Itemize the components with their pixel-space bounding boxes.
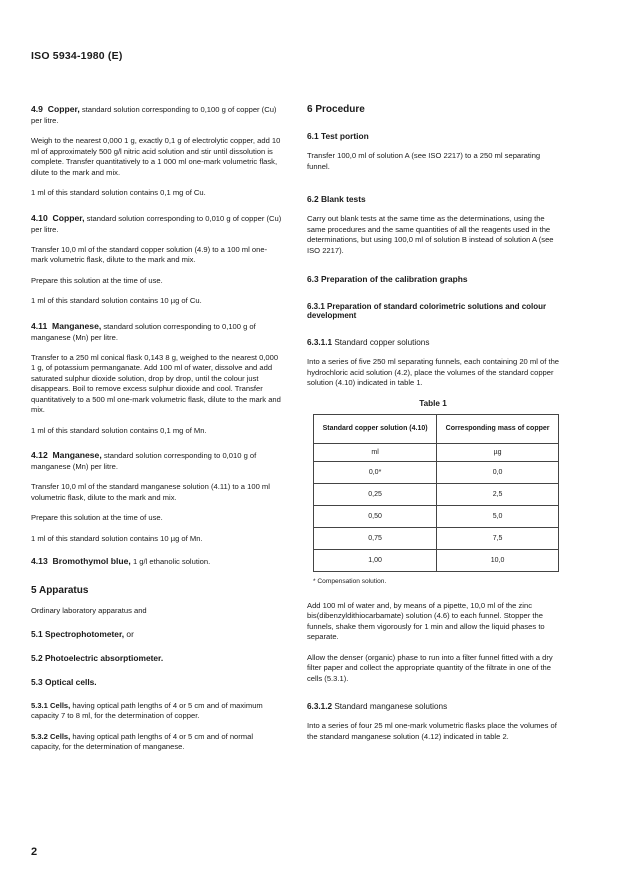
section-4-9-heading xyxy=(31,104,283,126)
section-6-3-1-1-title: Standard copper solutions xyxy=(332,338,430,347)
section-4-12-number: 4.12 xyxy=(31,450,48,460)
table-cell: 0,0 xyxy=(437,461,559,483)
section-6-3-heading: 6.3 Preparation of the calibration graphs xyxy=(307,274,468,284)
section-5-3-1-paragraph xyxy=(31,701,283,722)
section-6-3-1-2-title: Standard manganese solutions xyxy=(332,702,448,711)
table-1-col1-header: Standard copper solution (4.10) xyxy=(314,414,437,443)
table-1-footnote: * Compensation solution. xyxy=(313,577,387,585)
section-4-12-title: Manganese, xyxy=(52,450,102,460)
section-6-3-1-1-paragraph: Into a series of five 250 ml separating funnels, each containing 20 ml of the hydrochloric acid solution (4.2), place the volumes of the standard copper solution (4.10) indicated in table 1. xyxy=(307,357,560,387)
section-4-12-paragraph-1: Transfer 10,0 ml of the standard manganese solution (4.11) to a 100 ml volumetric flask, dilute to the mark and mix. xyxy=(31,482,270,502)
table-1-header-row xyxy=(314,414,559,443)
table-1-col2-header: Corresponding mass of copper xyxy=(437,414,559,443)
section-4-12-paragraph-3: 1 ml of this standard solution contains 10 µg of Mn. xyxy=(31,533,203,543)
section-4-11-number: 4.11 xyxy=(31,320,48,331)
section-4-11-heading xyxy=(31,321,283,343)
section-4-12-title-rest: standard solution corresponding to 0,010 g of manganese (Mn) per litre. xyxy=(31,451,257,471)
section-4-12-paragraph-2: Prepare this solution at the time of use. xyxy=(31,513,163,522)
table-1-col1-unit: ml xyxy=(314,443,437,461)
section-4-12-heading xyxy=(31,450,283,472)
section-6-3-1-1-number: 6.3.1.1 xyxy=(307,338,333,347)
table-row xyxy=(314,527,559,549)
section-4-10-paragraph-3: 1 ml of this standard solution contains 10 µg of Cu. xyxy=(31,296,202,305)
table-cell: 0,50 xyxy=(314,505,437,527)
table-cell: 1,00 xyxy=(314,549,437,571)
section-5-1-title-rest: or xyxy=(124,628,134,639)
table-row xyxy=(314,549,559,571)
section-4-10-title: Copper, xyxy=(52,212,85,223)
section-6-3-1-heading: 6.3.1 Preparation of standard colorimetric solutions and colour development xyxy=(307,302,547,320)
section-4-9-title-rest: standard solution corresponding to 0,100 g of copper (Cu) per litre. xyxy=(31,105,277,125)
section-5-3-2-text: having optical path lengths of 4 or 5 cm and of normal capacity, for the determination of manganese. xyxy=(31,731,254,751)
section-6-3-1-1-paragraph-2: Add 100 ml of water and, by means of a pipette, 10,0 ml of the zinc bis(dibenzyldithiocarbamate) solution (4.6) to each funnel. Stopper the funnels, shake them vigorously for 1 min and allow the liquid phases to separate. xyxy=(307,600,545,641)
page-number: 2 xyxy=(31,846,38,858)
table-cell: 2,5 xyxy=(437,483,559,505)
section-4-10-paragraph-1: Transfer 10,0 ml of the standard copper solution (4.9) to a 100 ml one-mark volumetric flask, dilute to the mark and mix. xyxy=(31,244,268,264)
section-4-13-title-rest: 1 g/l ethanolic solution. xyxy=(130,557,211,566)
section-4-13-number: 4.13 xyxy=(31,556,48,566)
section-6-heading: 6 Procedure xyxy=(307,104,365,115)
section-5-2-heading: 5.2 Photoelectric absorptiometer. xyxy=(31,652,164,663)
section-6-1-heading: 6.1 Test portion xyxy=(307,131,369,141)
section-6-3-1-1-heading xyxy=(307,338,559,347)
table-1 xyxy=(313,414,559,572)
section-4-11-paragraph-1: Transfer to a 250 ml conical flask 0,143 8 g, weighed to the nearest 0,000 1 g, of potassium permanganate. Add 100 ml of water, dissolve and add saturated sulphur dioxide solution, drop by drop, until the colour just disappears. Boil to remove excess sulphur dioxide and cool. Transfer quantitatively to a 500 ml one-mark volumetric flask, dilute to the mark and mix. xyxy=(31,352,281,414)
table-cell: 0,25 xyxy=(314,483,437,505)
section-5-3-2-paragraph xyxy=(31,732,283,753)
table-1-units-row xyxy=(314,443,559,461)
section-5-intro: Ordinary laboratory apparatus and xyxy=(31,606,147,615)
section-4-9-title: Copper, xyxy=(47,104,80,114)
table-row xyxy=(314,483,559,505)
section-6-3-1-2-paragraph: Into a series of four 25 ml one-mark volumetric flasks place the volumes of the standard manganese solution (4.12) indicated in table 2. xyxy=(307,721,557,741)
section-5-3-2-title: 5.3.2 Cells, xyxy=(31,731,71,741)
section-4-9-number: 4.9 xyxy=(31,104,43,114)
table-cell: 7,5 xyxy=(437,527,559,549)
section-4-11-paragraph-2: 1 ml of this standard solution contains 0,1 mg of Mn. xyxy=(31,425,207,435)
section-4-10-title-rest: standard solution corresponding to 0,010 g of copper (Cu) per litre. xyxy=(31,213,282,234)
table-cell: 0,0* xyxy=(314,461,437,483)
table-1-caption: Table 1 xyxy=(419,398,447,408)
section-4-10-number: 4.10 xyxy=(31,212,48,223)
section-4-10-paragraph-2: Prepare this solution at the time of use. xyxy=(31,275,163,285)
section-6-2-heading: 6.2 Blank tests xyxy=(307,194,366,204)
table-row xyxy=(314,505,559,527)
section-5-heading: 5 Apparatus xyxy=(31,585,89,596)
section-4-11-title-rest: standard solution corresponding to 0,100 g of manganese (Mn) per litre. xyxy=(31,321,256,342)
table-cell: 0,75 xyxy=(314,527,437,549)
section-4-10-heading xyxy=(31,213,283,235)
section-6-3-1-2-number: 6.3.1.2 xyxy=(307,702,333,711)
section-6-3-1-1-paragraph-3: Allow the denser (organic) phase to run into a filter funnel fitted with a dry filter paper and collect the appropriate quantity of the filtrate in one of the cells (5.3.1). xyxy=(307,652,553,683)
section-5-3-heading: 5.3 Optical cells. xyxy=(31,676,97,687)
section-4-13-heading xyxy=(31,556,283,567)
section-4-9-paragraph-1: Weigh to the nearest 0,000 1 g, exactly 0,1 g of electrolytic copper, add 10 ml of approximately 500 g/l nitric acid solution and stir until dissolution is complete. Transfer quantitatively to a 1 000 ml one-mark volumetric flask, dilute to the mark and mix. xyxy=(31,136,281,177)
section-4-11-title: Manganese, xyxy=(52,320,102,331)
section-5-1-heading xyxy=(31,629,283,639)
section-4-9-paragraph-2: 1 ml of this standard solution contains 0,1 mg of Cu. xyxy=(31,188,206,197)
section-5-1-title: 5.1 Spectrophotometer, xyxy=(31,628,125,639)
section-6-1-paragraph: Transfer 100,0 ml of solution A (see ISO 2217) to a 250 ml separating funnel. xyxy=(307,151,541,171)
section-4-13-title: Bromothymol blue, xyxy=(52,556,131,566)
document-header: ISO 5934-1980 (E) xyxy=(31,50,123,62)
table-cell: 10,0 xyxy=(437,549,559,571)
table-1-col2-unit: µg xyxy=(437,443,559,461)
section-6-2-paragraph: Carry out blank tests at the same time as the determinations, using the same procedures and the same quantities of all the reagents used in the determinations, but using 100,0 ml of solution B instead of solution A (see ISO 2217). xyxy=(307,214,554,255)
table-row xyxy=(314,461,559,483)
table-cell: 5,0 xyxy=(437,505,559,527)
section-5-3-1-title: 5.3.1 Cells, xyxy=(31,700,71,710)
left-column xyxy=(31,104,283,763)
section-6-3-1-2-heading xyxy=(307,702,559,711)
section-5-3-1-text: having optical path lengths of 4 or 5 cm and of maximum capacity 7 to 8 ml, for the determination of copper. xyxy=(31,700,263,720)
right-column xyxy=(307,104,559,752)
